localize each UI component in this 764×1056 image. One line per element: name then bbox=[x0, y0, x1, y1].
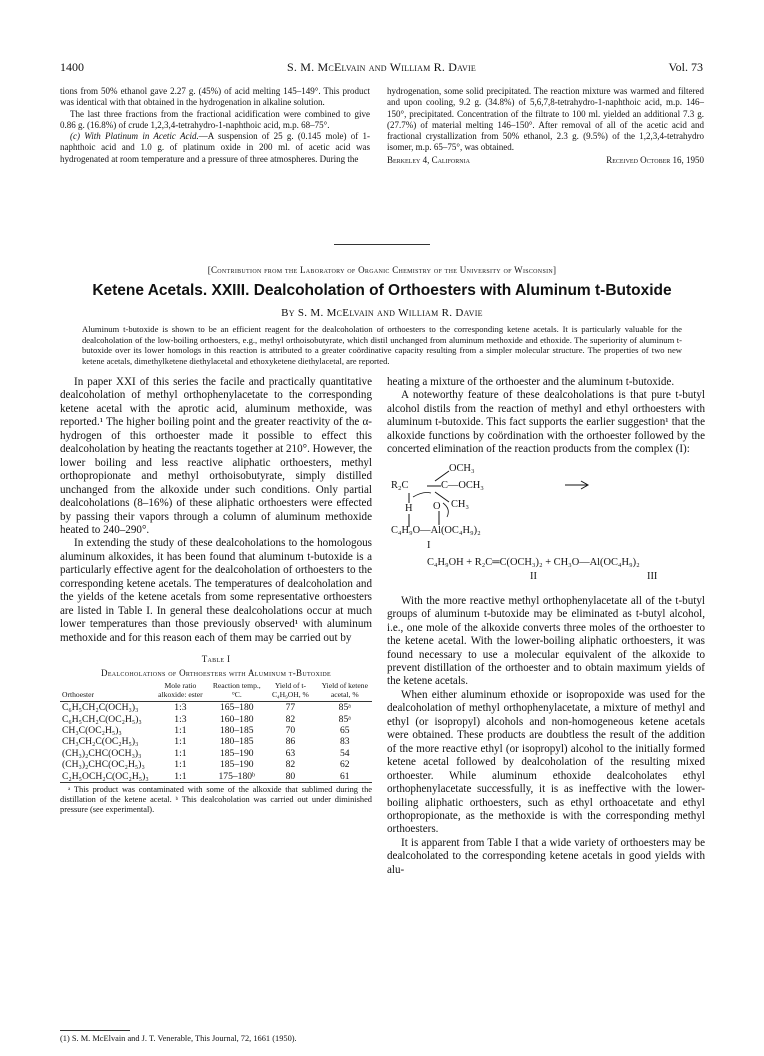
table-cell: 1:1 bbox=[174, 759, 187, 771]
table-cell: 80 bbox=[263, 771, 317, 783]
prev-method-paragraph bbox=[60, 131, 370, 165]
prev-paragraph: tions from 50% ethanol gave 2.27 g. (45%) of acid melting 145–149°. This product was identical with that obtained in the hydrogenation in alkaline solution. bbox=[60, 86, 370, 108]
received-date: Received October 16, 1950 bbox=[606, 154, 704, 165]
table-cell: 85ᵃ bbox=[338, 713, 351, 725]
hydrogen-label: H bbox=[405, 502, 413, 514]
table-row bbox=[60, 736, 372, 747]
table-cell: 82 bbox=[285, 713, 296, 725]
footnote-text: (1) S. M. McElvain and J. T. Venerable, This Journal, 72, 1661 (1950). bbox=[60, 1034, 297, 1043]
table-cell: 160–180 bbox=[219, 713, 254, 725]
table-cell: 1:3 bbox=[174, 702, 187, 714]
table-cell: 180–185 bbox=[219, 736, 254, 748]
table-row bbox=[60, 714, 372, 725]
body-paragraph: In paper XXI of this series the facile and practically quantitative dealcoholation of methyl orthophenylacetate to the corresponding ketene acetal with the aprotic acid, aluminum methoxide, was reported.¹ The higher boiling point and the greater reactivity of the α-hydrogen of this orthoester made it possible to effect this dealcoholation by heating the reactants together at 210°. However, the lower boiling and less reactive aliphatic orthoesters, methyl orthopropionate and methyl orthoisobutyrate, simply distilled unchanged from the alkoxide under such conditions. Only partial dealcoholations (8–16%) of these aliphatic orthoesters were effected by passing their vapors through a column of aluminum methoxide heated to 240–290°. bbox=[60, 376, 372, 536]
table-cell: (CH₃)₂CHC(OC₂H₅)₃ bbox=[62, 759, 145, 771]
body-paragraph: With the more reactive methyl orthophenylacetate all of the t-butyl groups of aluminum t-butoxide may be eliminated as t-butyl alcohol, i.e., one mole of the alkoxide converts three moles of the orthoester to the ketene acetal. With the lower-boiling aliphatic orthoesters, it was found necessary to use a molecular equivalent of the alkoxide to prevent distillation of the orthoester and to obtain maximum yields of the ketene acetals. bbox=[387, 594, 705, 688]
table-cell: 1:1 bbox=[174, 736, 187, 748]
table-cell: C₆H₅CH₂C(OC₂H₅)₃ bbox=[62, 713, 142, 725]
table-cell: C₂H₅OCH₂C(OC₂H₅)₃ bbox=[62, 770, 149, 782]
body-paragraph: When either aluminum ethoxide or isopropoxide was used for the dealcoholation of methyl orthophenylacetate, a mixture of methyl and ethyl (or isopropyl) alcohols and non-homogeneous ketene acetals were obtained. These products are doubtless the result of the addition of the more reactive ethyl (or isopropyl) alcohol to the initially formed ketene acetal followed by dealcoholation of the resulting mixed orthoester. While aluminum ethoxide dealcoholates ethyl orthophenylacetate successfully, it is as ineffective with the lower-boiling aliphatic orthoesters, such as ethyl orthoacetate and ethyl orthopropionate, as the methoxide is with the corresponding methyl orthoesters. bbox=[387, 688, 705, 836]
table-cell: 1:3 bbox=[174, 713, 187, 725]
body-paragraph: A noteworthy feature of these dealcoholations is that pure t-butyl alcohol distils from the reaction of methyl and ethyl orthoesters with aluminum t-butoxide. This fact supports the earlier suggestion¹ that the alkoxide functions by coördination with the orthoester followed by the concerted elimination of the reaction products from the complex (I): bbox=[387, 389, 705, 456]
table-cell: CH₃CH₂C(OC₂H₅)₃ bbox=[62, 736, 139, 748]
compound-II-label: II bbox=[530, 570, 537, 582]
reaction-scheme bbox=[387, 461, 705, 589]
table-label: Table I bbox=[201, 654, 231, 665]
table-row bbox=[60, 725, 372, 736]
body-paragraph: heating a mixture of the orthoester and the aluminum t-butoxide. bbox=[387, 376, 675, 388]
table-cell: 61 bbox=[318, 771, 372, 783]
table-row bbox=[60, 771, 372, 783]
prev-paragraph: The last three fractions from the fractional acidification were combined to give 0.86 g. (16.8%) of crude 1,2,3,4-tetrahydro-1-naphthoic acid, m.p. 68–75°. bbox=[60, 108, 370, 130]
compound-III-label: III bbox=[647, 570, 658, 582]
compound-I-label: I bbox=[427, 539, 431, 551]
carbon-methoxy-label: C—OCH₃ bbox=[441, 479, 484, 491]
table-cell: 83 bbox=[339, 736, 350, 748]
table-header: Yield of ketene acetal, % bbox=[318, 682, 372, 702]
body-paragraph: It is apparent from Table I that a wide variety of orthoesters may be dealcoholated to the corresponding ketene acetals in good yields with alu- bbox=[387, 836, 705, 876]
table-cell: 165–180 bbox=[219, 702, 254, 714]
article-title: Ketene Acetals. XXIII. Dealcoholation of Orthoesters with Aluminum t-Butoxide bbox=[92, 282, 672, 299]
aluminum-complex-label: C₄H₉O—Al(OC₄H₉)₂ bbox=[391, 524, 481, 536]
table-caption: Dealcoholations of Orthoesters with Aluminum t-Butoxide bbox=[101, 667, 331, 678]
methyl-label: CH₃ bbox=[451, 498, 470, 510]
page-footnote bbox=[60, 1030, 372, 1044]
table-header: Orthoester bbox=[60, 682, 151, 702]
methoxy-top-label: OCH₃ bbox=[449, 462, 475, 474]
body-left-column bbox=[60, 376, 372, 814]
contribution-line: [Contribution from the Laboratory of Organic Chemistry of the University of Wisconsin] bbox=[207, 265, 557, 275]
article-byline: By S. M. McElvain and William R. Davie bbox=[281, 307, 483, 319]
table-cell: 70 bbox=[285, 724, 296, 736]
table-cell: 65 bbox=[339, 724, 350, 736]
table-header: Yield of t-C₄H₉OH, % bbox=[263, 682, 317, 702]
table-header: Mole ratio alkoxide: ester bbox=[151, 682, 210, 702]
table-cell: 54 bbox=[339, 747, 350, 759]
table-cell: 1:1 bbox=[174, 747, 187, 759]
table-cell: 63 bbox=[285, 747, 296, 759]
table-cell: (CH₃)₂CHC(OCH₃)₃ bbox=[62, 747, 142, 759]
previous-article-right-column bbox=[387, 86, 704, 166]
oxygen-label: O bbox=[433, 500, 441, 512]
table-cell: 62 bbox=[339, 759, 350, 771]
table-cell: CH₃C(OC₂H₅)₃ bbox=[62, 724, 122, 736]
prev-method-text: —A suspension of 25 g. (0.145 mole) of 1-naphthoic acid and 1.0 g. of platinum oxide in 200 ml. of acetic acid was hydrogenated at room temperature and a pressure of three atmospheres. During the bbox=[60, 131, 370, 164]
table-cell: 185–190 bbox=[219, 747, 254, 759]
article-divider bbox=[334, 244, 430, 245]
table-cell: 180–185 bbox=[219, 724, 254, 736]
author-address: Berkeley 4, California bbox=[387, 154, 470, 165]
dealcoholation-table bbox=[60, 682, 372, 783]
footnote-rule bbox=[60, 1030, 130, 1031]
products-line: C₄H₉OH + R₂C═C(OCH₃)₂ + CH₃O—Al(OC₄H₉)₂ bbox=[427, 556, 640, 568]
article-abstract: Aluminum t-butoxide is shown to be an efficient reagent for the dealcoholation of orthoesters to the corresponding ketene acetals. It is particularly valuable for the dealcoholation of the low-boiling orthoesters, e.g., methyl orthoisobutyrate, which distil unchanged from aluminum methoxide and ethoxide. The superiority of aluminum t-butoxide over its lower homologs in this reaction is attributed to a greater coördinative capacity resulting from a simpler molecular structure. The properties of two new ketene acetals, dimethylketene diethylacetal and ethoxyketene diethylacetal, are reported. bbox=[82, 324, 682, 367]
table-cell: 85ᵃ bbox=[338, 702, 351, 714]
prev-paragraph: hydrogenation, some solid precipitated. The reaction mixture was warmed and filtered and upon cooling, 9.2 g. (34.8%) of 5,6,7,8-tetrahydro-1-naphthoic acid, m.p. 146–150°, precipitated. Concentration of the filtrate to 100 ml. yielded an additional 7.3 g. (27.7%) of material melting 146–150°. After removal of all of the acetic acid and fractional crystallization from 50% ethanol, 2.3 g. (9.5%) of the 1,2,3,4-tetrahydro isomer, m.p. 65–75°, was obtained. bbox=[387, 86, 704, 153]
prev-method-label: (c) With Platinum in Acetic Acid. bbox=[70, 131, 199, 142]
r2c-label: R₂C bbox=[391, 479, 409, 491]
table-cell: 185–190 bbox=[219, 759, 254, 771]
article-signoff bbox=[387, 155, 704, 166]
volume-label: Vol. 73 bbox=[668, 60, 703, 74]
table-cell: 1:1 bbox=[151, 771, 210, 783]
table-cell: 82 bbox=[285, 759, 296, 771]
table-row bbox=[60, 702, 372, 714]
table-cell: 175–180ᵇ bbox=[210, 771, 263, 783]
previous-article-left-column bbox=[60, 86, 370, 165]
body-paragraph: In extending the study of these dealcoholations to the homologous aluminum alkoxides, it has been found that aluminum t-butoxide is a particularly effective agent for the dealcoholation of orthoesters to the corresponding ketene acetals. The temperatures of dealcoholation and the yields of the ketene acetals from some representative orthoesters are listed in Table I. In general these dealcoholations occur at much lower temperatures than those previously observed¹ with aluminum methoxide and for this reason each of them may be carried out by bbox=[60, 537, 372, 644]
page-number: 1400 bbox=[60, 60, 84, 74]
table-cell: 1:1 bbox=[174, 724, 187, 736]
table-cell: 86 bbox=[285, 736, 296, 748]
table-header-row bbox=[60, 682, 372, 702]
table-footnotes: ᵃ This product was contaminated with some of the alkoxide that sublimed during the distillation of the ketene acetal. ᵇ This dealcoholation was carried out under diminished pressure (see experimental). bbox=[60, 785, 372, 814]
table-header: Reaction temp., °C. bbox=[210, 682, 263, 702]
table-row bbox=[60, 748, 372, 759]
body-right-column bbox=[387, 376, 705, 877]
running-header bbox=[60, 60, 703, 76]
table-cell: 77 bbox=[285, 702, 296, 714]
running-title: S. M. McElvain and William R. Davie bbox=[287, 60, 476, 74]
table-row bbox=[60, 759, 372, 770]
table-cell: C₆H₅CH₂C(OCH₃)₃ bbox=[62, 702, 139, 714]
